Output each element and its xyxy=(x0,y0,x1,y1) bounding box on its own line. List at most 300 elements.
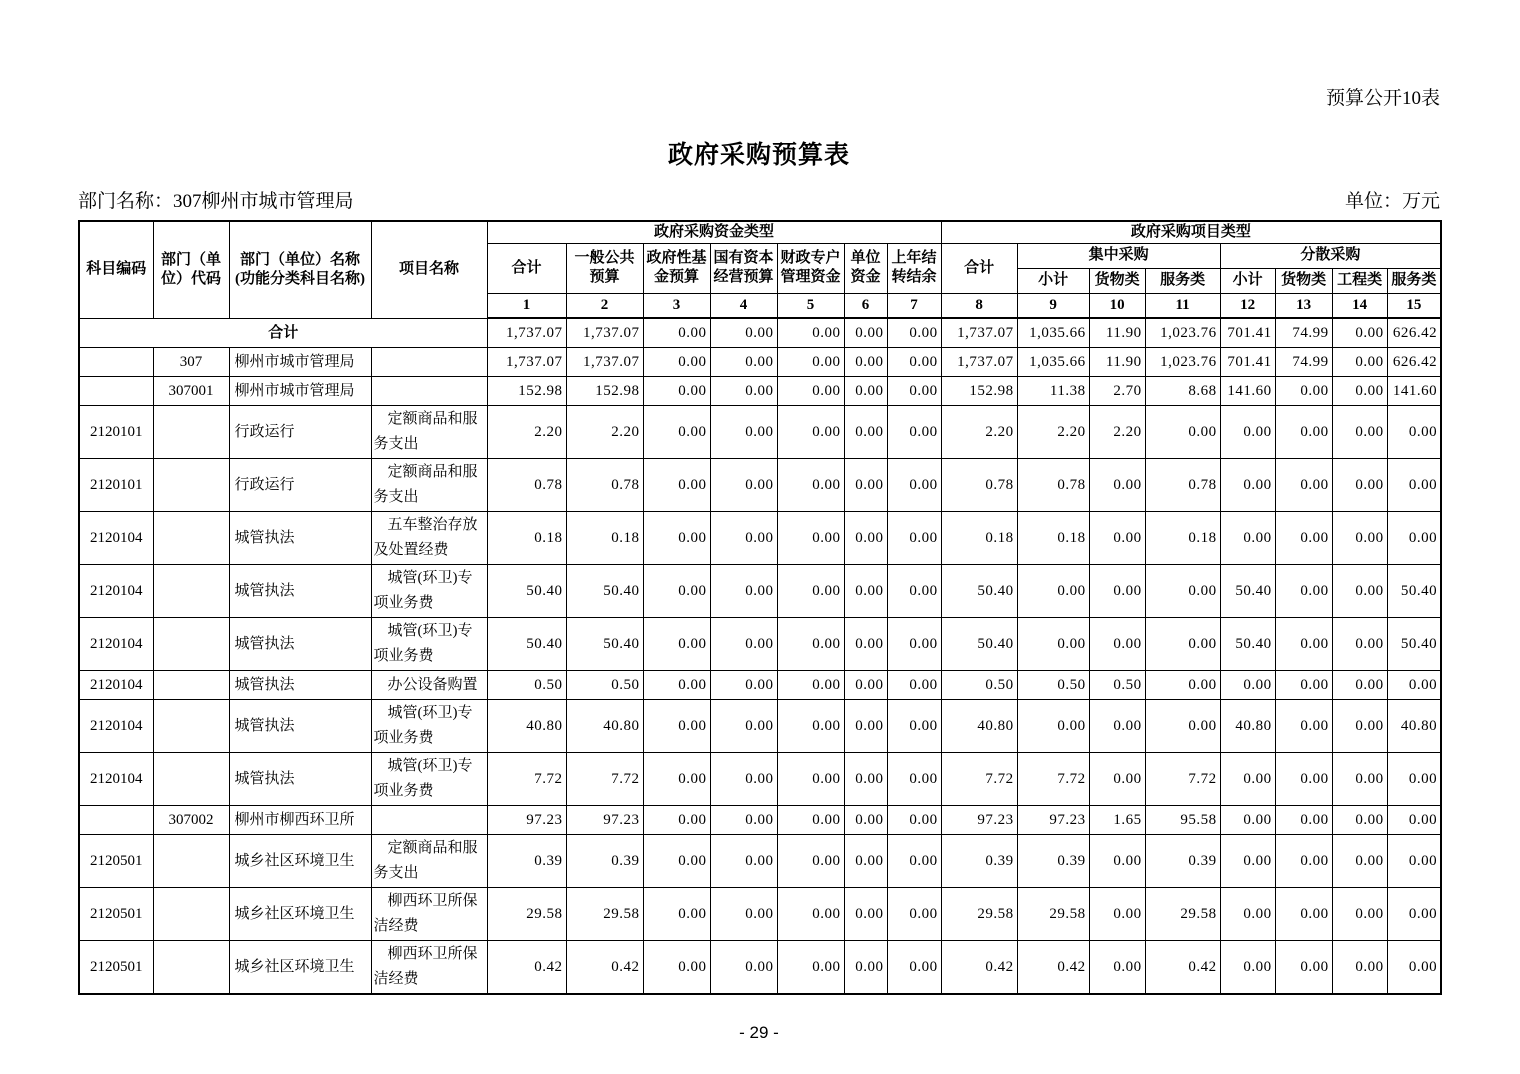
value-cell: 626.42 xyxy=(1387,348,1441,377)
value-cell: 0.00 xyxy=(710,348,777,377)
value-cell: 0.00 xyxy=(643,941,710,995)
value-cell: 0.00 xyxy=(844,406,887,459)
value-cell: 7.72 xyxy=(941,753,1017,806)
value-cell: 0.00 xyxy=(1332,671,1387,700)
value-cell: 152.98 xyxy=(566,377,643,406)
value-cell: 0.00 xyxy=(1220,671,1275,700)
value-cell: 0.00 xyxy=(844,941,887,995)
grand-total-value: 1,737.07 xyxy=(487,318,566,348)
dept-code-cell xyxy=(153,459,229,512)
value-cell: 50.40 xyxy=(1387,565,1441,618)
header-dept-code: 部门（单位）代码 xyxy=(153,221,229,319)
value-cell: 1.65 xyxy=(1089,806,1145,835)
grand-total-value: 0.00 xyxy=(1332,318,1387,348)
value-cell: 0.00 xyxy=(1332,806,1387,835)
header-fund-col-general: 一般公共预算 xyxy=(566,243,643,293)
dept-code-cell xyxy=(153,565,229,618)
value-cell: 0.00 xyxy=(1275,941,1332,995)
dept-code-cell xyxy=(153,618,229,671)
value-cell: 0.00 xyxy=(643,835,710,888)
value-cell: 0.00 xyxy=(1275,512,1332,565)
dept-name-cell: 城管执法 xyxy=(229,618,371,671)
table-row xyxy=(79,753,1441,806)
header-col-number: 9 xyxy=(1017,293,1089,318)
header-proj-total: 合计 xyxy=(941,243,1017,293)
value-cell: 0.00 xyxy=(777,806,844,835)
value-cell: 0.00 xyxy=(1387,888,1441,941)
table-row xyxy=(79,806,1441,835)
value-cell: 0.00 xyxy=(710,941,777,995)
subject-code-cell: 2120101 xyxy=(79,406,153,459)
value-cell: 0.00 xyxy=(887,941,941,995)
value-cell: 0.42 xyxy=(487,941,566,995)
value-cell: 0.00 xyxy=(710,406,777,459)
value-cell: 0.00 xyxy=(1332,459,1387,512)
value-cell: 0.00 xyxy=(777,348,844,377)
table-row xyxy=(79,406,1441,459)
value-cell: 0.78 xyxy=(1017,459,1089,512)
header-project-name: 项目名称 xyxy=(371,221,487,319)
subject-code-cell: 2120104 xyxy=(79,671,153,700)
header-col-number: 1 xyxy=(487,293,566,318)
header-col-number: 3 xyxy=(643,293,710,318)
value-cell: 50.40 xyxy=(566,618,643,671)
value-cell: 0.18 xyxy=(1145,512,1220,565)
value-cell: 0.00 xyxy=(1017,700,1089,753)
value-cell: 0.78 xyxy=(1145,459,1220,512)
corner-note: 预算公开10表 xyxy=(1325,88,1440,109)
header-col-number: 4 xyxy=(710,293,777,318)
value-cell: 7.72 xyxy=(1145,753,1220,806)
dept-code-cell xyxy=(153,835,229,888)
value-cell: 50.40 xyxy=(1220,565,1275,618)
value-cell: 0.00 xyxy=(1089,941,1145,995)
value-cell: 701.41 xyxy=(1220,348,1275,377)
value-cell: 0.00 xyxy=(887,888,941,941)
value-cell: 141.60 xyxy=(1220,377,1275,406)
value-cell: 0.00 xyxy=(844,671,887,700)
value-cell: 0.00 xyxy=(1089,888,1145,941)
value-cell: 97.23 xyxy=(487,806,566,835)
value-cell: 0.00 xyxy=(1387,806,1441,835)
value-cell: 0.00 xyxy=(1017,565,1089,618)
header-col-number: 11 xyxy=(1145,293,1220,318)
value-cell: 0.00 xyxy=(887,753,941,806)
value-cell: 0.00 xyxy=(1332,753,1387,806)
grand-total-value: 701.41 xyxy=(1220,318,1275,348)
value-cell: 2.20 xyxy=(1017,406,1089,459)
value-cell: 0.18 xyxy=(1017,512,1089,565)
value-cell: 2.20 xyxy=(566,406,643,459)
dept-name-cell: 柳州市城市管理局 xyxy=(229,377,371,406)
value-cell: 1,023.76 xyxy=(1145,348,1220,377)
value-cell: 0.00 xyxy=(710,806,777,835)
value-cell: 0.00 xyxy=(887,565,941,618)
table-row xyxy=(79,459,1441,512)
header-col-number: 5 xyxy=(777,293,844,318)
value-cell: 0.00 xyxy=(1275,700,1332,753)
value-cell: 0.00 xyxy=(1089,753,1145,806)
header-fund-type-group: 政府采购资金类型 xyxy=(487,221,941,244)
value-cell: 0.00 xyxy=(710,459,777,512)
value-cell: 0.00 xyxy=(1387,671,1441,700)
header-centralized-services: 服务类 xyxy=(1145,268,1220,293)
value-cell: 0.00 xyxy=(1332,565,1387,618)
project-name-cell: 定额商品和服务支出 xyxy=(371,835,487,888)
table-row xyxy=(79,835,1441,888)
value-cell: 2.70 xyxy=(1089,377,1145,406)
value-cell: 2.20 xyxy=(1089,406,1145,459)
dept-name-cell: 行政运行 xyxy=(229,459,371,512)
value-cell: 0.78 xyxy=(566,459,643,512)
value-cell: 0.00 xyxy=(844,377,887,406)
subject-code-cell: 2120501 xyxy=(79,941,153,995)
value-cell: 0.00 xyxy=(1089,835,1145,888)
header-col-number: 8 xyxy=(941,293,1017,318)
value-cell: 0.00 xyxy=(1387,941,1441,995)
value-cell: 0.00 xyxy=(1275,835,1332,888)
value-cell: 152.98 xyxy=(941,377,1017,406)
project-name-cell: 城管(环卫)专项业务费 xyxy=(371,565,487,618)
value-cell: 0.00 xyxy=(777,941,844,995)
dept-code-cell xyxy=(153,512,229,565)
table-row xyxy=(79,941,1441,995)
header-decentralized-subtotal: 小计 xyxy=(1220,268,1275,293)
header-decentralized-works: 工程类 xyxy=(1332,268,1387,293)
value-cell: 0.00 xyxy=(710,753,777,806)
value-cell: 1,737.07 xyxy=(487,348,566,377)
value-cell: 0.00 xyxy=(1332,618,1387,671)
value-cell: 0.00 xyxy=(777,835,844,888)
document-page xyxy=(78,0,1440,1043)
subject-code-cell: 2120501 xyxy=(79,888,153,941)
value-cell: 0.00 xyxy=(887,377,941,406)
value-cell: 0.18 xyxy=(566,512,643,565)
grand-total-value: 0.00 xyxy=(777,318,844,348)
project-name-cell: 柳西环卫所保洁经费 xyxy=(371,888,487,941)
subject-code-cell: 2120501 xyxy=(79,835,153,888)
value-cell: 0.42 xyxy=(1017,941,1089,995)
value-cell: 0.00 xyxy=(710,835,777,888)
project-name-cell: 城管(环卫)专项业务费 xyxy=(371,700,487,753)
value-cell: 0.00 xyxy=(777,377,844,406)
subject-code-cell: 2120104 xyxy=(79,565,153,618)
value-cell: 29.58 xyxy=(487,888,566,941)
value-cell: 0.00 xyxy=(777,671,844,700)
value-cell: 0.00 xyxy=(887,459,941,512)
value-cell: 0.50 xyxy=(941,671,1017,700)
value-cell: 0.00 xyxy=(1332,835,1387,888)
value-cell: 0.00 xyxy=(710,618,777,671)
value-cell: 0.00 xyxy=(1275,671,1332,700)
value-cell: 0.39 xyxy=(941,835,1017,888)
value-cell: 0.00 xyxy=(1220,753,1275,806)
value-cell: 95.58 xyxy=(1145,806,1220,835)
value-cell: 0.00 xyxy=(887,835,941,888)
value-cell: 0.00 xyxy=(1089,565,1145,618)
value-cell: 0.00 xyxy=(710,512,777,565)
value-cell: 40.80 xyxy=(487,700,566,753)
project-name-cell: 城管(环卫)专项业务费 xyxy=(371,753,487,806)
budget-table xyxy=(78,220,1442,996)
value-cell: 50.40 xyxy=(1220,618,1275,671)
value-cell: 0.50 xyxy=(487,671,566,700)
dept-code-cell xyxy=(153,888,229,941)
value-cell: 0.00 xyxy=(887,512,941,565)
value-cell: 0.00 xyxy=(710,377,777,406)
value-cell: 0.39 xyxy=(487,835,566,888)
project-name-cell: 定额商品和服务支出 xyxy=(371,459,487,512)
value-cell: 8.68 xyxy=(1145,377,1220,406)
grand-total-value: 1,737.07 xyxy=(566,318,643,348)
grand-total-value: 74.99 xyxy=(1275,318,1332,348)
value-cell: 40.80 xyxy=(566,700,643,753)
value-cell: 0.00 xyxy=(844,348,887,377)
value-cell: 0.00 xyxy=(1089,512,1145,565)
value-cell: 50.40 xyxy=(941,618,1017,671)
header-col-number: 10 xyxy=(1089,293,1145,318)
value-cell: 0.00 xyxy=(844,565,887,618)
value-cell: 0.00 xyxy=(887,348,941,377)
value-cell: 97.23 xyxy=(1017,806,1089,835)
project-name-cell: 城管(环卫)专项业务费 xyxy=(371,618,487,671)
value-cell: 1,737.07 xyxy=(566,348,643,377)
value-cell: 0.42 xyxy=(566,941,643,995)
value-cell: 0.00 xyxy=(844,888,887,941)
value-cell: 0.00 xyxy=(1332,700,1387,753)
header-decentralized-group: 分散采购 xyxy=(1220,243,1441,268)
value-cell: 29.58 xyxy=(1017,888,1089,941)
value-cell: 0.00 xyxy=(1275,618,1332,671)
header-centralized-group: 集中采购 xyxy=(1017,243,1220,268)
dept-code-cell xyxy=(153,406,229,459)
header-fund-col-carryover: 上年结转结余 xyxy=(887,243,941,293)
header-fund-col-unit-funds: 单位资金 xyxy=(844,243,887,293)
subject-code-cell xyxy=(79,377,153,406)
value-cell: 0.39 xyxy=(1017,835,1089,888)
value-cell: 0.00 xyxy=(1332,377,1387,406)
value-cell: 0.00 xyxy=(710,700,777,753)
value-cell: 0.00 xyxy=(1332,406,1387,459)
value-cell: 0.00 xyxy=(1145,565,1220,618)
value-cell: 0.00 xyxy=(777,565,844,618)
value-cell: 0.00 xyxy=(844,806,887,835)
value-cell: 0.00 xyxy=(844,459,887,512)
grand-total-value: 1,737.07 xyxy=(941,318,1017,348)
value-cell: 0.18 xyxy=(941,512,1017,565)
header-col-number: 14 xyxy=(1332,293,1387,318)
value-cell: 0.00 xyxy=(1387,406,1441,459)
project-name-cell: 办公设备购置 xyxy=(371,671,487,700)
value-cell: 0.00 xyxy=(1220,888,1275,941)
value-cell: 0.00 xyxy=(1387,835,1441,888)
value-cell: 0.00 xyxy=(1220,512,1275,565)
value-cell: 0.00 xyxy=(1332,941,1387,995)
value-cell: 50.40 xyxy=(1387,618,1441,671)
value-cell: 7.72 xyxy=(566,753,643,806)
grand-total-value: 11.90 xyxy=(1089,318,1145,348)
value-cell: 0.00 xyxy=(643,700,710,753)
table-row xyxy=(79,565,1441,618)
value-cell: 1,035.66 xyxy=(1017,348,1089,377)
value-cell: 11.90 xyxy=(1089,348,1145,377)
subject-code-cell: 2120101 xyxy=(79,459,153,512)
unit-label: 单位：万元 xyxy=(1344,190,1440,212)
header-col-number: 15 xyxy=(1387,293,1441,318)
subject-code-cell: 2120104 xyxy=(79,753,153,806)
table-row xyxy=(79,618,1441,671)
value-cell: 0.00 xyxy=(1220,406,1275,459)
project-name-cell xyxy=(371,806,487,835)
subject-code-cell: 2120104 xyxy=(79,512,153,565)
dept-code-cell xyxy=(153,671,229,700)
value-cell: 0.00 xyxy=(887,671,941,700)
value-cell: 0.00 xyxy=(643,618,710,671)
value-cell: 0.00 xyxy=(777,700,844,753)
value-cell: 97.23 xyxy=(941,806,1017,835)
header-dept-name: 部门（单位）名称(功能分类科目名称) xyxy=(229,221,371,319)
value-cell: 0.00 xyxy=(710,671,777,700)
value-cell: 2.20 xyxy=(487,406,566,459)
dept-name-cell: 城管执法 xyxy=(229,700,371,753)
header-subject-code: 科目编码 xyxy=(79,221,153,319)
header-decentralized-services: 服务类 xyxy=(1387,268,1441,293)
value-cell: 0.00 xyxy=(1275,565,1332,618)
value-cell: 0.78 xyxy=(941,459,1017,512)
value-cell: 0.00 xyxy=(1387,753,1441,806)
header-col-number: 6 xyxy=(844,293,887,318)
value-cell: 50.40 xyxy=(487,618,566,671)
value-cell: 0.00 xyxy=(1089,459,1145,512)
meta-line xyxy=(78,186,1440,213)
project-name-cell xyxy=(371,377,487,406)
dept-name-cell: 城管执法 xyxy=(229,753,371,806)
value-cell: 0.00 xyxy=(887,406,941,459)
value-cell: 0.00 xyxy=(777,888,844,941)
value-cell: 7.72 xyxy=(1017,753,1089,806)
project-name-cell: 定额商品和服务支出 xyxy=(371,406,487,459)
subject-code-cell xyxy=(79,806,153,835)
page-number: - 29 - xyxy=(739,1023,779,1043)
value-cell: 0.00 xyxy=(643,806,710,835)
value-cell: 0.00 xyxy=(1145,700,1220,753)
value-cell: 0.00 xyxy=(844,753,887,806)
dept-code-cell: 307001 xyxy=(153,377,229,406)
value-cell: 0.50 xyxy=(1017,671,1089,700)
dept-name-cell: 城管执法 xyxy=(229,512,371,565)
value-cell: 0.00 xyxy=(643,512,710,565)
dept-code-cell: 307 xyxy=(153,348,229,377)
dept-name-cell: 城管执法 xyxy=(229,565,371,618)
value-cell: 0.00 xyxy=(1275,806,1332,835)
value-cell: 0.00 xyxy=(643,671,710,700)
dept-name-cell: 柳州市城市管理局 xyxy=(229,348,371,377)
dept-code-cell xyxy=(153,753,229,806)
value-cell: 0.18 xyxy=(487,512,566,565)
value-cell: 0.00 xyxy=(1275,406,1332,459)
dept-name-cell: 行政运行 xyxy=(229,406,371,459)
value-cell: 50.40 xyxy=(566,565,643,618)
value-cell: 0.00 xyxy=(1275,459,1332,512)
value-cell: 29.58 xyxy=(566,888,643,941)
value-cell: 29.58 xyxy=(941,888,1017,941)
value-cell: 0.00 xyxy=(710,888,777,941)
dept-code-cell: 307002 xyxy=(153,806,229,835)
value-cell: 74.99 xyxy=(1275,348,1332,377)
value-cell: 0.00 xyxy=(1275,888,1332,941)
value-cell: 0.00 xyxy=(1089,700,1145,753)
value-cell: 0.00 xyxy=(1332,512,1387,565)
header-centralized-subtotal: 小计 xyxy=(1017,268,1089,293)
grand-total-value: 626.42 xyxy=(1387,318,1441,348)
value-cell: 50.40 xyxy=(487,565,566,618)
value-cell: 0.00 xyxy=(844,835,887,888)
value-cell: 0.00 xyxy=(1275,377,1332,406)
grand-total-value: 0.00 xyxy=(844,318,887,348)
value-cell: 0.00 xyxy=(1332,348,1387,377)
header-fund-col-fiscal-account: 财政专户管理资金 xyxy=(777,243,844,293)
value-cell: 0.00 xyxy=(887,618,941,671)
value-cell: 0.00 xyxy=(1145,618,1220,671)
table-body xyxy=(79,318,1441,994)
header-project-type-group: 政府采购项目类型 xyxy=(941,221,1441,244)
value-cell: 0.00 xyxy=(1220,835,1275,888)
value-cell: 1,737.07 xyxy=(941,348,1017,377)
value-cell: 0.00 xyxy=(1387,512,1441,565)
value-cell: 0.00 xyxy=(710,565,777,618)
value-cell: 0.00 xyxy=(777,512,844,565)
header-col-number: 12 xyxy=(1220,293,1275,318)
value-cell: 40.80 xyxy=(1220,700,1275,753)
value-cell: 29.58 xyxy=(1145,888,1220,941)
value-cell: 0.00 xyxy=(643,888,710,941)
value-cell: 0.00 xyxy=(1017,618,1089,671)
grand-total-value: 0.00 xyxy=(643,318,710,348)
value-cell: 0.00 xyxy=(844,618,887,671)
value-cell: 0.39 xyxy=(566,835,643,888)
value-cell: 0.00 xyxy=(1220,459,1275,512)
subject-code-cell: 2120104 xyxy=(79,618,153,671)
header-col-number: 13 xyxy=(1275,293,1332,318)
value-cell: 0.50 xyxy=(566,671,643,700)
header-fund-col-govfund: 政府性基金预算 xyxy=(643,243,710,293)
value-cell: 152.98 xyxy=(487,377,566,406)
value-cell: 0.00 xyxy=(777,618,844,671)
value-cell: 0.00 xyxy=(777,406,844,459)
dept-name-cell: 城乡社区环境卫生 xyxy=(229,835,371,888)
value-cell: 0.00 xyxy=(777,753,844,806)
value-cell: 0.00 xyxy=(643,348,710,377)
project-name-cell: 五车整治存放及处置经费 xyxy=(371,512,487,565)
value-cell: 0.00 xyxy=(643,459,710,512)
value-cell: 0.00 xyxy=(643,565,710,618)
value-cell: 0.00 xyxy=(643,377,710,406)
value-cell: 50.40 xyxy=(941,565,1017,618)
value-cell: 11.38 xyxy=(1017,377,1089,406)
value-cell: 0.78 xyxy=(487,459,566,512)
value-cell: 0.00 xyxy=(1089,618,1145,671)
value-cell: 0.00 xyxy=(1145,406,1220,459)
value-cell: 0.00 xyxy=(887,806,941,835)
dept-name-cell: 城管执法 xyxy=(229,671,371,700)
table-row xyxy=(79,700,1441,753)
header-fund-col-statecapital: 国有资本经营预算 xyxy=(710,243,777,293)
table-row xyxy=(79,348,1441,377)
table-row xyxy=(79,512,1441,565)
dept-code-cell xyxy=(153,700,229,753)
value-cell: 0.00 xyxy=(643,406,710,459)
header-row-groups xyxy=(79,221,1441,244)
